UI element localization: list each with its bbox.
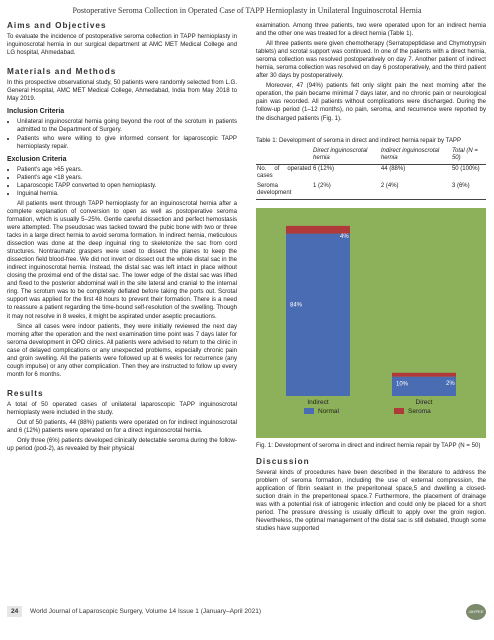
seroma-table xyxy=(256,147,486,200)
category-label: Direct xyxy=(415,398,433,406)
discussion-text: Several kinds of procedures have been described in the literature to address the problem of seroma formation, including the use of external compression, the application of fibrin sealant in the preperitoneal space,5 and dwelling a closed-suction drain in the preperitoneal space.7 Furthermore, the placement of drainage was with a potential risk of iatrogenic infection and could only be placed for a short period. The pressure dressing is usually difficult to apply over the groin region. Nevertheless, the optimal management of the distal sac is still debated, though some studies have supported xyxy=(256,468,486,532)
table-cell: 44 (88%) xyxy=(380,165,406,172)
running-head: Postoperative Seroma Collection in Operated Case of TAPP Hernioplasty in Unilateral Inguinoscrotal Hernia xyxy=(72,6,422,15)
methods-heading: Materials and Methods xyxy=(7,67,117,77)
data-label: 2% xyxy=(446,380,455,387)
page-footer xyxy=(7,606,487,620)
table-header: Direct inguinoscrotal hernia xyxy=(312,147,380,165)
procedure-paragraph: All patients went through TAPP hernioplasty for an inguinoscrotal hernia after a complete explanation of conversion to open as well as postoperative seroma formation, which is usually 5–25%. Gentle careful dissection and perfect hemostasis were attempted. The pseudosac was tacked toward the pubic bone with two or three tacks in a large direct hernia to avoid seroma formation. In indirect hernia, meticulous dissection was done at the deep inguinal ring to skeletonize the sac from cord structures. Nontraumatic graspers were used to dissect the planes to keep the dissection field blood-free. We did not invert or dissect out the whole distal sac in the indirect inguinoscrotal hernia. Instead, the distal sac was left intact in place without closing the proximal end of the distal sac. The lower edge of the distal sac was lifted and fixed to the posterior abdominal wall in the site lateral and cranial to the internal ring. The scrotum was to be completely deflated before taking the ports out. Scrotal support was applied for the first 48 hours to prevent their formation. There is a need to reassure a patient regarding the time-bound self-resolution of the swelling. Though it may not resolve in 8 weeks, it might be aspirated under aseptic precautions. xyxy=(7,199,237,320)
right-paragraph-1: examination. Among three patients, two were operated upon for an indirect hernia and the other one was treated for a direct hernia (Table 1). xyxy=(256,22,486,38)
table-cell: 2 (4%) xyxy=(380,182,451,200)
data-label: 10% xyxy=(396,380,409,387)
data-label: 84% xyxy=(290,302,303,309)
list-item: • Inguinal hernia. xyxy=(17,190,237,198)
table-row xyxy=(256,164,486,182)
discussion-heading: Discussion xyxy=(256,456,310,466)
results-paragraph-2: Out of 50 patients, 44 (88%) patients were operated on for indirect inguinoscrotal and 6 (12%) patients were operated on for a direct inguinoscrotal hernia. xyxy=(7,419,237,435)
journal-name: World Journal of Laparoscopic Surgery, Volume 14 Issue 1 (January–April 2021) xyxy=(30,608,262,615)
bar-direct-seroma xyxy=(392,372,456,376)
list-item: • Patients who were willing to give informed consent for laparoscopic TAPP hernioplasty repair. xyxy=(17,135,237,151)
exclusion-heading: Exclusion Criteria xyxy=(7,155,67,163)
table-cell: 3 (6%) xyxy=(451,182,486,200)
right-paragraph-2: All three patients were given chemotherapy (Serratopeptidase and Chymotrypsin tablets) and scrotal support was continued. In one of the patients with a direct hernia, seroma collection was resolved postoperatively on day 7. Another patient of indirect hernia, seroma collection was resolved on day 6 postoperatively, and the third patient after 30 days by postoperatively. xyxy=(256,40,486,80)
list-item: • Laparoscopic TAPP converted to open hernioplasty. xyxy=(17,182,237,190)
results-paragraph-3: Only three (6%) patients developed clinically detectable seroma during the follow-up period (pod-2), as revealed by their physical xyxy=(7,437,237,453)
table-cell: 6 (12%) xyxy=(313,165,335,172)
inclusion-heading: Inclusion Criteria xyxy=(7,108,65,116)
table-caption: Table 1: Development of seroma in direct and indirect hernia repair by TAPP xyxy=(256,136,462,144)
table-cell: Seroma development xyxy=(256,182,312,200)
results-paragraph-1: A total of 50 operated cases of unilateral laparoscopic TAPP inguinoscrotal hernioplasty were included in the study. xyxy=(7,400,237,416)
table-header: Total (N = 50) xyxy=(451,147,486,165)
bar-indirect-normal xyxy=(286,233,350,395)
table-cell: 50 (100%) xyxy=(451,165,480,172)
chart-svg xyxy=(256,208,486,438)
bar-indirect-seroma xyxy=(286,225,350,233)
publisher-logo: JAYPEE xyxy=(466,604,486,620)
legend-swatch xyxy=(304,408,314,414)
table-header: Indirect inguinoscrotal hernia xyxy=(380,147,451,165)
right-column xyxy=(256,22,486,535)
inclusion-list xyxy=(7,118,237,150)
legend-label: Seroma xyxy=(408,407,431,415)
right-paragraph-3: Moreover, 47 (94%) patients felt only slight pain the next morning after the operation, the pain became minimal 7 days later, and no chronic pain or neurological pain was recorded. All patients without complications were discharged. During the follow-up period (1–12 months), no pain, seroma, and recurrence were reported by the discharged patients (Fig. 1). xyxy=(256,82,486,122)
seroma-chart xyxy=(256,208,486,438)
followup-paragraph: Since all cases were indoor patients, they were initially reviewed the next day morning after the operation and the next examination time point was 7 days later for seroma development in OPD clinics. All patients were advised to return to the clinic in case of delayed complications or any unexpected problems, especially chronic pain and groin swelling. All the patients were followed up at 6 weeks for recurrence (any cough impulse) or any other complication. Then they are instructed to follow up every month for 6 months. xyxy=(7,322,237,378)
aims-text: To evaluate the incidence of postoperative seroma collection in TAPP hernioplasty in inguinoscrotal hernia in our surgical department at AMC MET Medical College and LG hospital, Ahmedabad. xyxy=(7,33,237,57)
table-header xyxy=(256,147,312,165)
list-item: • Patient's age <18 years. xyxy=(17,174,237,182)
table-cell: 1 (2%) xyxy=(312,182,380,200)
category-label: Indirect xyxy=(307,398,329,406)
results-heading: Results xyxy=(7,388,44,398)
left-column xyxy=(7,22,237,455)
data-label: 4% xyxy=(340,233,349,240)
list-item: • Patient's age >65 years. xyxy=(17,166,237,174)
table-cell: No. of operated cases xyxy=(257,165,312,180)
legend-label: Normal xyxy=(318,407,339,415)
legend-swatch xyxy=(394,408,404,414)
figure-caption: Fig. 1: Development of seroma in direct and indirect hernia repair by TAPP (N = 50) xyxy=(256,441,481,449)
aims-heading: Aims and Objectives xyxy=(7,21,107,30)
table-row xyxy=(256,182,486,200)
exclusion-list xyxy=(7,166,237,198)
page-number: 24 xyxy=(7,606,22,617)
list-item: • Unilateral inguinoscrotal hernia going beyond the root of the scrotum in patients admitted to the Department of Surgery. xyxy=(17,118,237,134)
methods-text: In this prospective observational study, 50 patients were randomly selected from L.G. General Hospital, AMC MET Medical College, Ahmedabad, India from May 2018 to May 2019. xyxy=(7,79,237,103)
